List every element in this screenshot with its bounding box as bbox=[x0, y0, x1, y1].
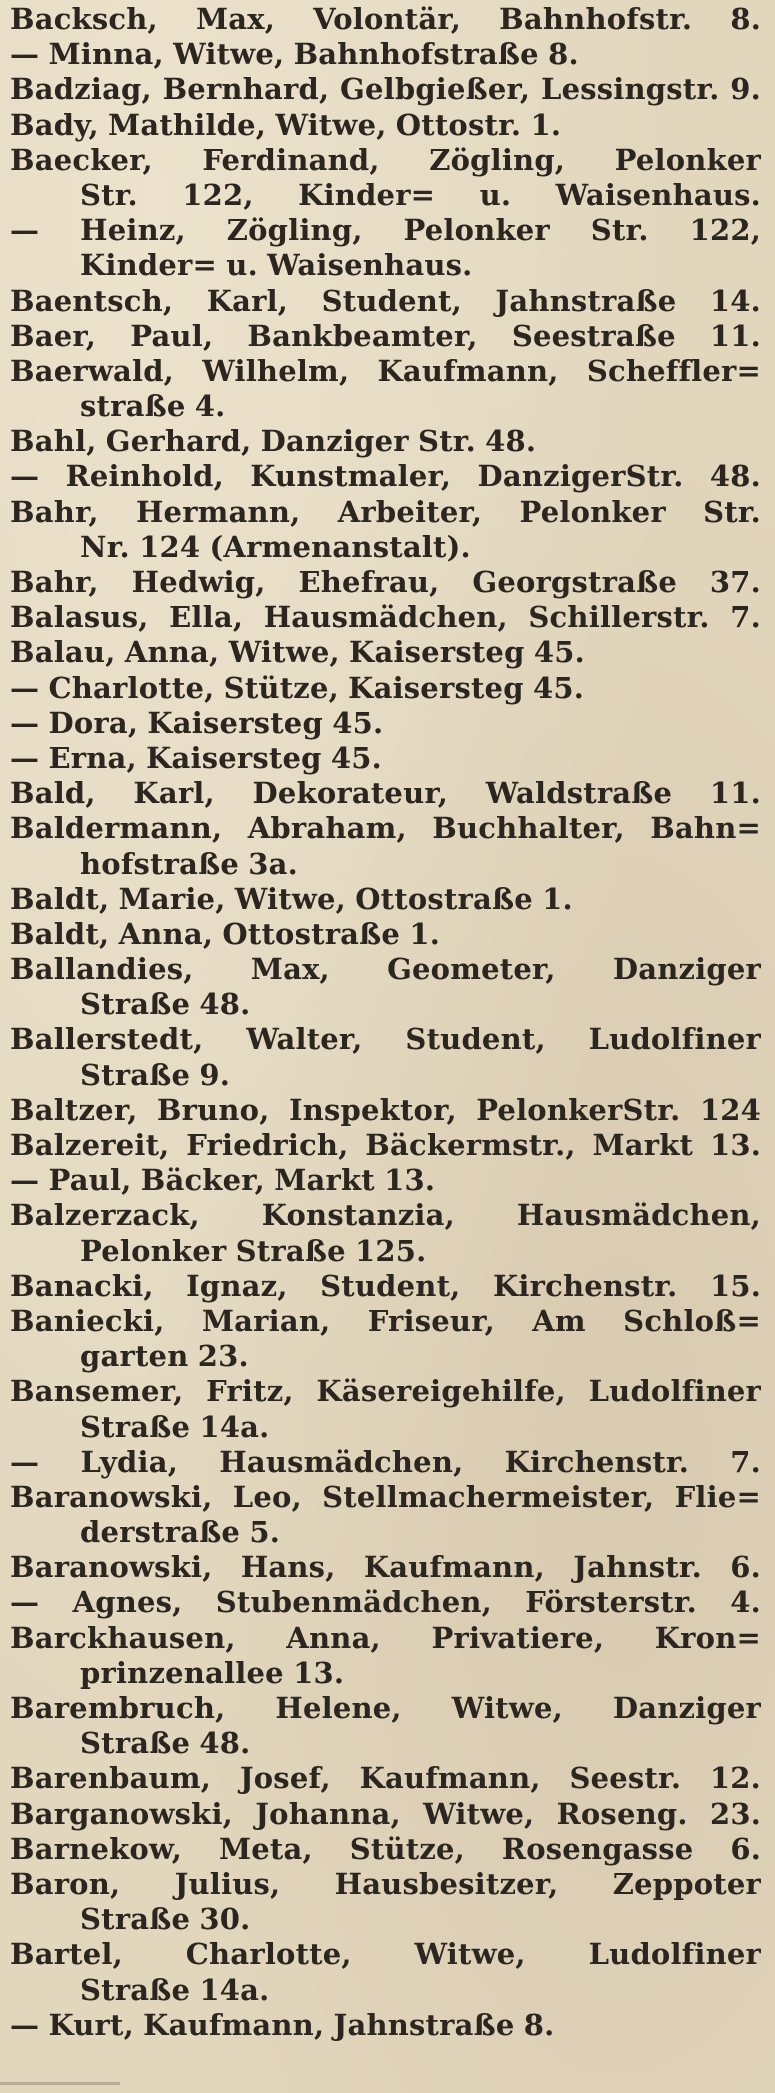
entry-line: — Reinhold, Kunstmaler, DanzigerStr. 48. bbox=[10, 459, 761, 494]
entry-line: Baranowski, Leo, Stellmachermeister, Flie= bbox=[10, 1479, 761, 1514]
directory-entry bbox=[10, 37, 761, 72]
directory-entry bbox=[10, 1128, 761, 1163]
entry-line: — Minna, Witwe, Bahnhofstraße 8. bbox=[10, 37, 579, 72]
entry-line: Bald, Karl, Dekorateur, Waldstraße 11. bbox=[10, 776, 761, 811]
entry-line: Barembruch, Helene, Witwe, Danziger bbox=[10, 1691, 761, 1725]
directory-entry bbox=[10, 811, 761, 881]
entry-line: Banacki, Ignaz, Student, Kirchenstr. 15. bbox=[10, 1268, 761, 1303]
entry-line: — Paul, Bäcker, Markt 13. bbox=[10, 1163, 436, 1198]
entry-line: Balzereit, Friedrich, Bäckermstr., Markt 13. bbox=[10, 1128, 761, 1162]
entry-line: Baniecki, Marian, Friseur, Am Schloß= bbox=[10, 1303, 761, 1338]
entry-continuation-line: derstraße 5. bbox=[80, 1515, 281, 1550]
entry-continuation-line: Straße 14a. bbox=[80, 1972, 270, 2007]
directory-entry bbox=[10, 776, 761, 811]
directory-entry bbox=[10, 600, 761, 635]
directory-entry bbox=[10, 1304, 761, 1374]
entry-continuation-line: Straße 48. bbox=[80, 987, 251, 1022]
entry-line: Baer, Paul, Bankbeamter, Seestraße 11. bbox=[10, 318, 761, 353]
entry-line: Backsch, Max, Volontär, Bahnhofstr. 8. bbox=[10, 2, 761, 36]
entry-line: Baltzer, Bruno, Inspektor, PelonkerStr. 124 bbox=[10, 1092, 761, 1127]
directory-entry bbox=[10, 1445, 761, 1480]
entry-continuation-line: Straße 9. bbox=[80, 1057, 231, 1092]
entry-line: Ballerstedt, Walter, Student, Ludolfiner bbox=[10, 1022, 761, 1057]
entry-line: — Charlotte, Stütze, Kaisersteg 45. bbox=[10, 670, 585, 705]
directory-entry bbox=[10, 671, 761, 706]
entry-line: Balau, Anna, Witwe, Kaisersteg 45. bbox=[10, 635, 585, 670]
directory-entry bbox=[10, 1691, 761, 1761]
directory-entry bbox=[10, 1374, 761, 1444]
directory-entry bbox=[10, 143, 761, 213]
entry-line: Barenbaum, Josef, Kaufmann, Seestr. 12. bbox=[10, 1761, 761, 1796]
directory-entry bbox=[10, 1550, 761, 1585]
directory-entry bbox=[10, 1832, 761, 1867]
directory-entry bbox=[10, 882, 761, 917]
directory-entry bbox=[10, 1269, 761, 1304]
directory-entry bbox=[10, 1198, 761, 1268]
entry-line: Balzerzack, Konstanzia, Hausmädchen, bbox=[10, 1198, 761, 1233]
directory-entry bbox=[10, 495, 761, 565]
entry-continuation-line: Straße 48. bbox=[80, 1726, 251, 1761]
directory-entry bbox=[10, 1093, 761, 1128]
directory-entry bbox=[10, 1480, 761, 1550]
entry-line: Baranowski, Hans, Kaufmann, Jahnstr. 6. bbox=[10, 1550, 761, 1585]
entry-continuation-line: Straße 14a. bbox=[80, 1409, 270, 1444]
directory-entry bbox=[10, 319, 761, 354]
directory-entry bbox=[10, 1163, 761, 1198]
entry-line: Bahl, Gerhard, Danziger Str. 48. bbox=[10, 424, 537, 459]
entry-continuation-line: Kinder= u. Waisenhaus. bbox=[80, 248, 473, 283]
entry-line: Baentsch, Karl, Student, Jahnstraße 14. bbox=[10, 283, 761, 318]
entry-line: Barnekow, Meta, Stütze, Rosengasse 6. bbox=[10, 1831, 761, 1866]
entry-continuation-line: Pelonker Straße 125. bbox=[80, 1233, 427, 1268]
entry-continuation-line: prinzenallee 13. bbox=[80, 1655, 345, 1690]
entry-line: Baldt, Anna, Ottostraße 1. bbox=[10, 916, 441, 951]
entry-continuation-line: hofstraße 3a. bbox=[80, 846, 298, 881]
entry-line: — Heinz, Zögling, Pelonker Str. 122, bbox=[10, 213, 761, 248]
entry-line: — Lydia, Hausmädchen, Kirchenstr. 7. bbox=[10, 1444, 761, 1479]
directory-entry bbox=[10, 952, 761, 1022]
entry-continuation-line: garten 23. bbox=[80, 1339, 249, 1374]
entry-line: Baerwald, Wilhelm, Kaufmann, Scheffler= bbox=[10, 353, 761, 388]
entry-line: — Dora, Kaisersteg 45. bbox=[10, 705, 384, 740]
entry-line: Balasus, Ella, Hausmädchen, Schillerstr. 7. bbox=[10, 600, 761, 635]
entry-continuation-line: Str. 122, Kinder= u. Waisenhaus. bbox=[80, 177, 761, 212]
directory-entry bbox=[10, 2, 761, 37]
directory-entry bbox=[10, 565, 761, 600]
entry-line: Baecker, Ferdinand, Zögling, Pelonker bbox=[10, 142, 761, 177]
entry-line: Bahr, Hermann, Arbeiter, Pelonker Str. bbox=[10, 494, 761, 529]
directory-entry bbox=[10, 1621, 761, 1691]
entry-line: Baldt, Marie, Witwe, Ottostraße 1. bbox=[10, 881, 573, 916]
entry-line: — Erna, Kaisersteg 45. bbox=[10, 740, 382, 775]
directory-entry bbox=[10, 2008, 761, 2043]
directory-entry bbox=[10, 741, 761, 776]
entry-line: Baron, Julius, Hausbesitzer, Zeppoter bbox=[10, 1866, 761, 1901]
directory-entry bbox=[10, 213, 761, 283]
directory-entry bbox=[10, 706, 761, 741]
directory-entry bbox=[10, 108, 761, 143]
entry-line: Ballandies, Max, Geometer, Danziger bbox=[10, 952, 761, 987]
entry-line: Baldermann, Abraham, Buchhalter, Bahn= bbox=[10, 811, 761, 846]
entry-line: Bansemer, Fritz, Käsereigehilfe, Ludolfiner bbox=[10, 1374, 761, 1409]
directory-entry bbox=[10, 284, 761, 319]
entry-line: — Agnes, Stubenmädchen, Försterstr. 4. bbox=[10, 1585, 761, 1620]
entry-line: Bady, Mathilde, Witwe, Ottostr. 1. bbox=[10, 107, 562, 142]
bottom-rule bbox=[0, 2082, 120, 2085]
directory-entry bbox=[10, 1867, 761, 1937]
directory-entry bbox=[10, 424, 761, 459]
directory-entry bbox=[10, 1761, 761, 1796]
directory-entry bbox=[10, 1585, 761, 1620]
entry-line: Barckhausen, Anna, Privatiere, Kron= bbox=[10, 1620, 761, 1655]
directory-entry bbox=[10, 1937, 761, 2007]
directory-entries bbox=[10, 2, 761, 2043]
directory-entry bbox=[10, 1022, 761, 1092]
entry-line: Bahr, Hedwig, Ehefrau, Georgstraße 37. bbox=[10, 565, 761, 599]
entry-line: Badziag, Bernhard, Gelbgießer, Lessingstr. 9. bbox=[10, 72, 761, 107]
entry-continuation-line: Straße 30. bbox=[80, 1902, 251, 1937]
directory-entry bbox=[10, 917, 761, 952]
directory-entry bbox=[10, 354, 761, 424]
directory-entry bbox=[10, 459, 761, 494]
directory-entry bbox=[10, 72, 761, 107]
entry-continuation-line: straße 4. bbox=[80, 389, 226, 424]
entry-line: Barganowski, Johanna, Witwe, Roseng. 23. bbox=[10, 1796, 761, 1831]
directory-entry bbox=[10, 1797, 761, 1832]
entry-line: — Kurt, Kaufmann, Jahnstraße 8. bbox=[10, 2007, 555, 2042]
entry-continuation-line: Nr. 124 (Armenanstalt). bbox=[80, 529, 471, 564]
entry-line: Bartel, Charlotte, Witwe, Ludolfiner bbox=[10, 1937, 761, 1972]
directory-entry bbox=[10, 635, 761, 670]
